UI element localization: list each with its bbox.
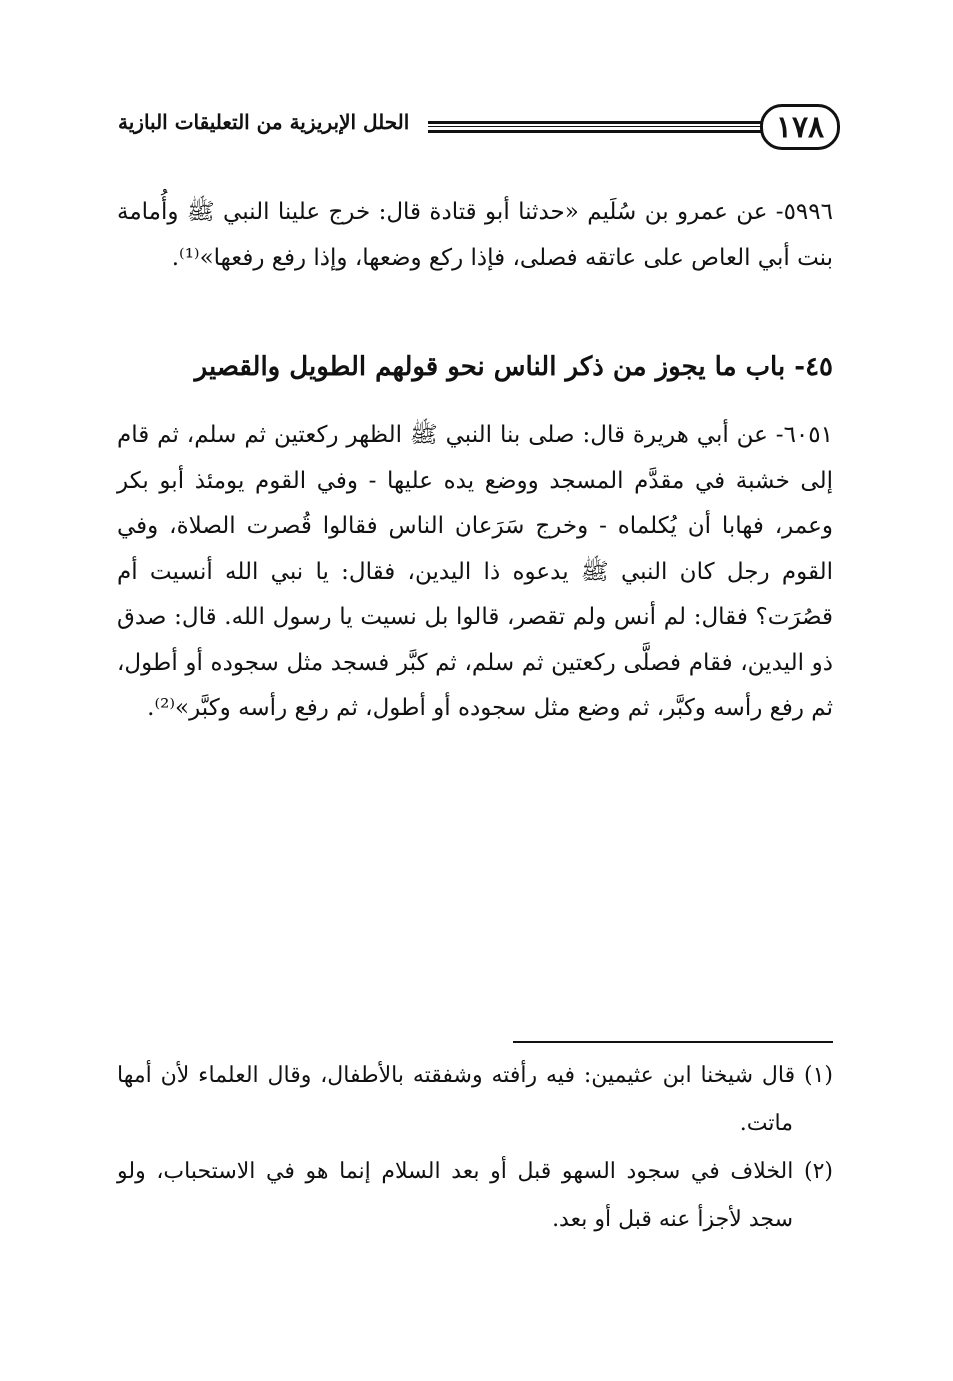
hadith-6051-text: ٦٠٥١- عن أبي هريرة قال: صلى بنا النبي ﷺ الظهر ركعتين ثم سلم، ثم قام إلى خشبة في مقدَّم المسجد ووضع يده عليها - وفي القوم يومئذ أبو بكر وعمر، فهابا أن يُكلماه - وخرج سَرَعان الناس فقالوا قُصرت الصلاة، وفي القوم رجل كان النبي ﷺ يدعوه ذا اليدين، فقال: يا نبي الله أنسيت أم قصُرَت؟ فقال: لم أنس ولم تقصر، قالوا بل نسيت يا رسول الله. قال: صدق ذو اليدين، فقام فصلَّى ركعتين ثم سلم، ثم كبَّر فسجد مثل سجوده أو أطول، ثم رفع رأسه وكبَّر، ثم وضع مثل سجوده أو أطول، ثم رفع رأسه وكبَّر»⁽²⁾.	[117, 422, 833, 721]
footnote-2: (٢) الخلاف في سجود السهو قبل أو بعد السلام إنما هو في الاستحباب، ولو سجد لأجزأ عنه قبل أو بعد.	[117, 1159, 833, 1232]
footnote-separator	[513, 1041, 833, 1043]
running-title: الحلل الإبريزية من التعليقات البازية	[118, 110, 410, 134]
page-header	[110, 104, 840, 154]
page-number: ١٧٨	[760, 104, 840, 150]
footnote-1: (١) قال شيخنا ابن عثيمين: فيه رأفته وشفقته بالأطفال، وقال العلماء لأن أمها ماتت.	[117, 1063, 833, 1136]
footnotes	[117, 1052, 833, 1244]
hadith-6051	[117, 413, 833, 732]
chapter-heading: ٤٥- باب ما يجوز من ذكر الناس نحو قولهم الطويل والقصير	[194, 352, 833, 382]
hadith-5996-text: ٥٩٩٦- عن عمرو بن سُلَيم «حدثنا أبو قتادة قال: خرج علينا النبي ﷺ وأُمامة بنت أبي العاص على عاتقه فصلى، فإذا ركع وضعها، وإذا رفع رفعها»⁽¹⁾.	[117, 199, 833, 271]
header-rule	[428, 121, 762, 133]
hadith-5996	[117, 190, 833, 281]
